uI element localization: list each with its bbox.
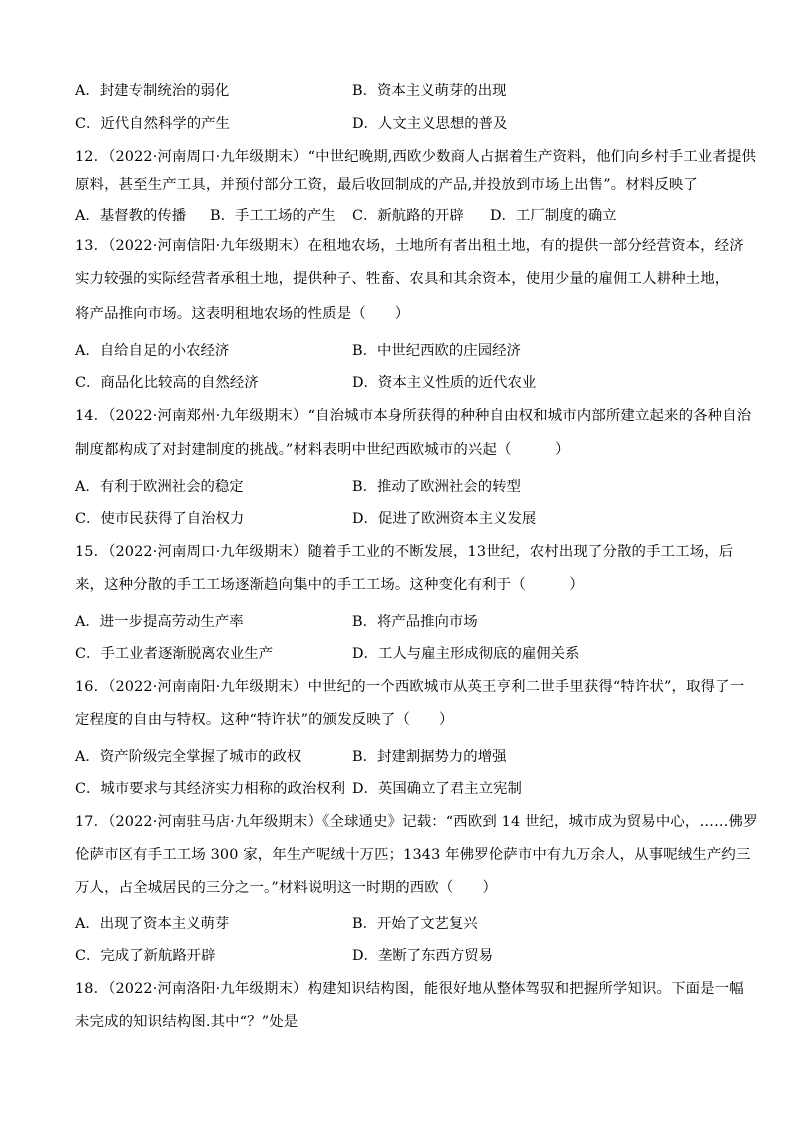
q17-option-c: C．完成了新航路开辟 [75,948,216,964]
q16-stem-line-1: 16．（2022·河南南阳·九年级期末）中世纪的一个西欧城市从英王亨利二世手里获得“特许状”，取得了一 [75,679,745,695]
q16-option-a: A．资产阶级完全掌握了城市的政权 [75,749,302,765]
q13-option-a: A．自给自足的小农经济 [75,343,230,359]
q11-option-b: B．资本主义萌芽的出现 [352,83,507,99]
q13-stem-line-3: 将产品推向市场。这表明租地农场的性质是（ ） [75,306,410,322]
q17-stem-line-2: 伦萨市区有手工工场 300 家，年生产呢绒十万匹；1343 年佛罗伦萨市中有九万余人，从事呢绒生产约三 [75,847,751,863]
q11-option-d: D．人文主义思想的普及 [352,116,508,132]
q12-stem-line-1: 12．（2022·河南周口·九年级期末）“中世纪晚期,西欧少数商人占据着生产资料，他们向乡村手工业者提供 [75,149,757,165]
q14-option-a: A．有利于欧洲社会的稳定 [75,479,244,495]
q14-option-c: C．使市民获得了自治权力 [75,511,245,527]
q14-stem-line-2: 制度都构成了对封建制度的挑战。”材料表明中世纪西欧城市的兴起（ ） [75,442,570,458]
q15-option-c: C．手工业者逐渐脱离农业生产 [75,646,274,662]
q17-option-a: A．出现了资本主义萌芽 [75,916,230,932]
q14-option-d: D．促进了欧洲资本主义发展 [352,511,537,527]
q16-option-d: D．英国确立了君主立宪制 [352,781,522,797]
q12-option-b: B．手工工场的产生 [210,208,336,224]
q13-option-c: C．商品化比较高的自然经济 [75,375,259,391]
q13-option-d: D．资本主义性质的近代农业 [352,375,537,391]
q17-option-d: D．垄断了东西方贸易 [352,948,494,964]
q18-stem-line-2: 未完成的知识结构图.其中“？”处是 [75,1014,299,1030]
q15-option-a: A．进一步提高劳动生产率 [75,614,244,630]
q14-stem-line-1: 14．（2022·河南郑州·九年级期末）“自治城市本身所获得的种种自由权和城市内部所建立起来的各种自治 [75,408,752,424]
q16-stem-line-2: 定程度的自由与特权。这种“特许状”的颁发反映了（ ） [75,712,454,728]
q12-option-a: A．基督教的传播 [75,208,187,224]
q13-option-b: B．中世纪西欧的庄园经济 [352,343,521,359]
q11-option-c: C．近代自然科学的产生 [75,116,230,132]
q12-option-c: C．新航路的开辟 [352,208,464,224]
q13-stem-line-2: 实力较强的实际经营者承租土地，提供种子、牲畜、农具和其余资本，使用少量的雇佣工人耕种土地， [75,271,730,287]
q14-option-b: B．推动了欧洲社会的转型 [352,479,521,495]
q12-option-d: D．工厂制度的确立 [490,208,617,224]
q16-option-b: B．封建割据势力的增强 [352,749,507,765]
q17-stem-line-3: 万人，占全城居民的三分之一。”材料说明这一时期的西欧（ ） [75,880,497,896]
q11-option-a: A．封建专制统治的弱化 [75,83,230,99]
q13-stem-line-1: 13．（2022·河南信阳·九年级期末）在租地农场，土地所有者出租土地，有的提供一部分经营资本，经济 [75,238,744,254]
q18-stem-line-1: 18．（2022·河南洛阳·九年级期末）构建知识结构图，能很好地从整体驾驭和把握所学知识。下面是一幅 [75,981,744,997]
q16-option-c: C．城市要求与其经济实力相称的政治权利 [75,781,346,797]
q17-stem-line-1: 17．（2022·河南驻马店·九年级期末）《全球通史》记载：“西欧到 14 世纪，城市成为贸易中心，……佛罗 [75,814,758,830]
q17-option-b: B．开始了文艺复兴 [352,916,478,932]
q15-option-d: D．工人与雇主形成彻底的雇佣关系 [352,646,580,662]
q12-stem-line-2: 原料，甚至生产工具，并预付部分工资，最后收回制成的产品,并投放到市场上出售”。材料反映了 [75,177,698,193]
q15-option-b: B．将产品推向市场 [352,614,478,630]
q15-stem-line-1: 15．（2022·河南周口·九年级期末）随着手工业的不断发展，13世纪，农村出现了分散的手工工场，后 [75,544,734,560]
q15-stem-line-2: 来，这种分散的手工工场逐渐趋向集中的手工工场。这种变化有利于（ ） [75,577,584,593]
